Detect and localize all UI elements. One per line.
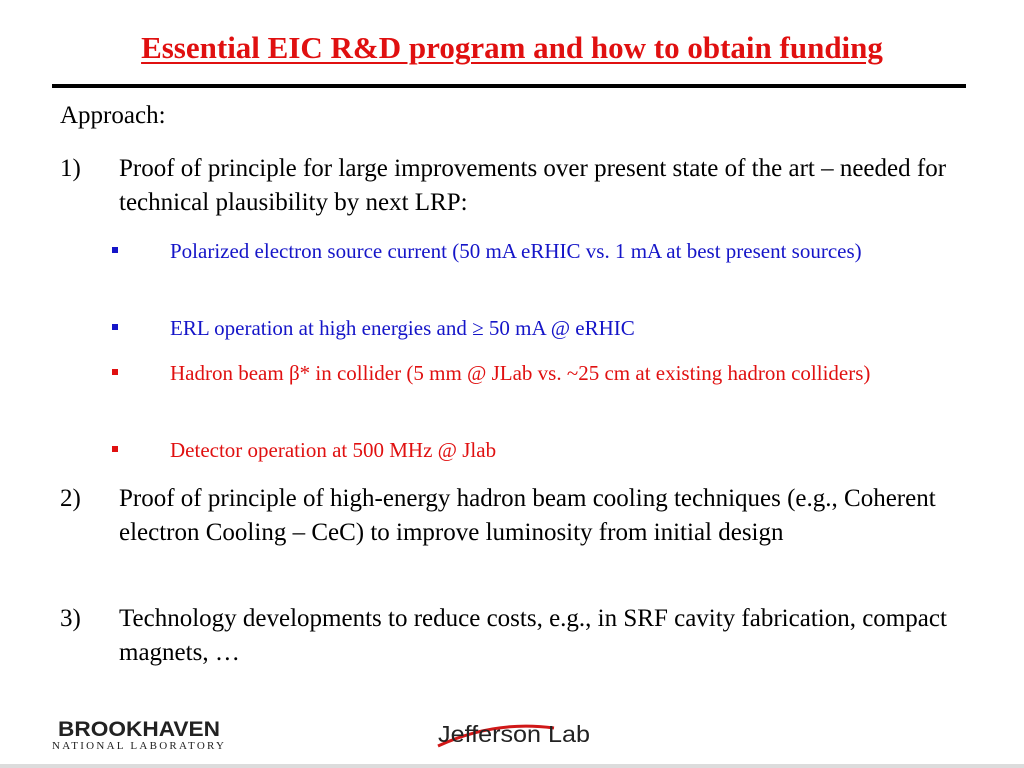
item-number: 2) [60,485,81,512]
item-number: 1) [60,155,81,182]
approach-label: Approach: [60,102,166,129]
square-bullet-icon [112,369,118,375]
title-divider [52,84,966,88]
brookhaven-logo [52,716,224,752]
square-bullet-icon [112,446,118,452]
item-number: 3) [60,605,81,632]
item-text: Proof of principle for large improvements over present state of the art – needed for technical plausibility by next LRP: [119,155,947,216]
jefferson-lab-logo [434,712,594,752]
slide-title: Essential EIC R&D program and how to obtain funding [141,30,883,65]
jefferson-lab-logo-text: Jefferson Lab [438,721,590,747]
footer-strip [0,764,1024,768]
square-bullet-icon [112,247,118,253]
subitem-text: Detector operation at 500 MHz @ Jlab [170,438,497,462]
subitem-text: ERL operation at high energies and ≥ 50 mA @ eRHIC [170,316,635,340]
subitem-text: Polarized electron source current (50 mA eRHIC vs. 1 mA at best present sources) [170,239,862,263]
brookhaven-logo-text: BROOKHAVEN [58,718,220,741]
subitem-text: Hadron beam β* in collider (5 mm @ JLab vs. ~25 cm at existing hadron colliders) [170,361,871,385]
brookhaven-logo-subtext: NATIONAL LABORATORY [52,740,224,752]
item-text: Technology developments to reduce costs, e.g., in SRF cavity fabrication, compact magnets, … [119,605,947,666]
item-text: Proof of principle of high-energy hadron beam cooling techniques (e.g., Coherent electron Cooling – CeC) to improve luminosity from initial design [119,485,936,546]
square-bullet-icon [112,324,118,330]
